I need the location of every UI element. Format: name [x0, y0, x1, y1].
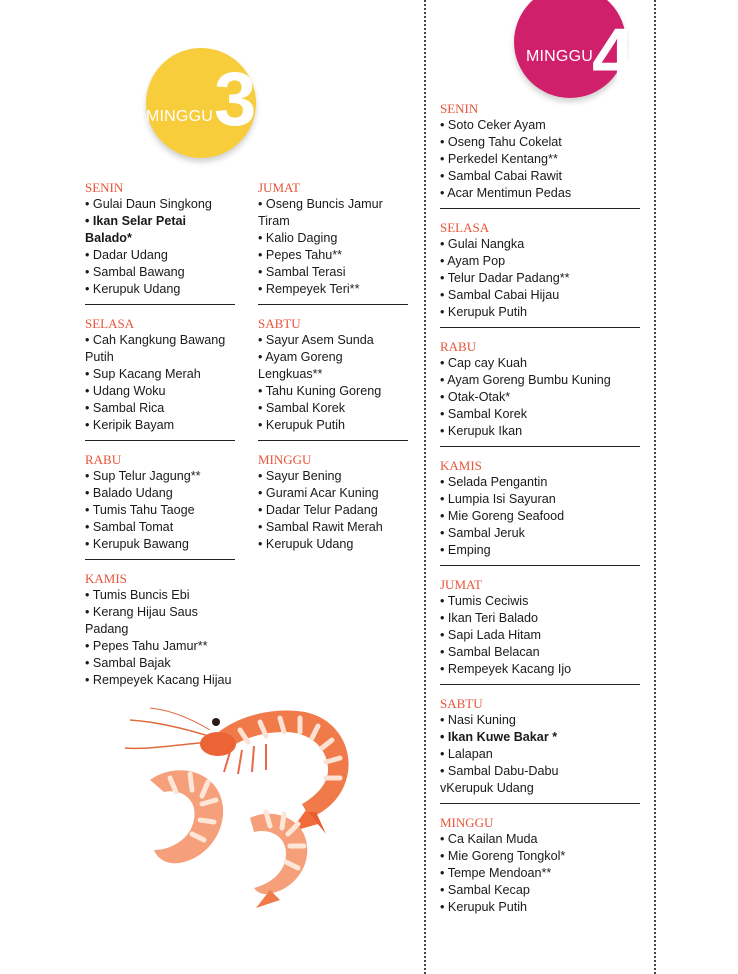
- menu-item: • Gurami Acar Kuning: [258, 486, 379, 500]
- menu-item: • Acar Mentimun Pedas: [440, 186, 572, 200]
- menu-item: • Sambal Tomat: [85, 520, 174, 534]
- menu-item: • Dadar Telur Padang: [258, 503, 378, 517]
- week3-number: 3: [214, 57, 257, 142]
- week4-label: MINGGU: [526, 48, 593, 65]
- menu-item: • Tempe Mendoan**: [440, 866, 552, 880]
- day-section-senin: [440, 98, 640, 202]
- week3-right-column: [258, 177, 408, 553]
- menu-item: • Kerupuk Udang: [258, 537, 354, 551]
- week3-left-column: [85, 177, 235, 689]
- day-heading: SENIN: [85, 180, 124, 195]
- menu-item: • Gulai Nangka: [440, 237, 525, 251]
- section-divider: [440, 208, 640, 209]
- section-divider: [440, 684, 640, 685]
- week4-number: 4: [592, 13, 635, 98]
- day-heading: SABTU: [440, 696, 483, 711]
- menu-item: • Kerupuk Putih: [440, 305, 528, 319]
- menu-item: • Sambal Belacan: [440, 645, 540, 659]
- day-heading: KAMIS: [85, 571, 127, 586]
- menu-item: • Perkedel Kentang**: [440, 152, 558, 166]
- menu-item: • Tumis Ceciwis: [440, 594, 529, 608]
- menu-item: • Rempeyek Teri**: [258, 282, 360, 296]
- section-divider: [440, 565, 640, 566]
- day-section-selasa: [85, 313, 235, 434]
- menu-item: • Nasi Kuning: [440, 713, 516, 727]
- menu-item: • Emping: [440, 543, 491, 557]
- menu-item: • Oseng Tahu Cokelat: [440, 135, 562, 149]
- section-divider: [440, 803, 640, 804]
- menu-item: • Tahu Kuning Goreng: [258, 384, 382, 398]
- week3-badge: [132, 46, 282, 176]
- menu-item: • Sambal Cabai Hijau: [440, 288, 560, 302]
- menu-item: • Sambal Rica: [85, 401, 165, 415]
- menu-item: • Ikan Kuwe Bakar *: [440, 730, 558, 744]
- menu-item: • Kerang Hijau Saus Padang: [85, 605, 198, 636]
- menu-item: • Selada Pengantin: [440, 475, 548, 489]
- menu-item: • Mie Goreng Seafood: [440, 509, 565, 523]
- day-section-minggu: [440, 812, 640, 916]
- menu-item: • Sup Telur Jagung**: [85, 469, 201, 483]
- day-section-sabtu: [258, 313, 408, 434]
- menu-item: • Tumis Buncis Ebi: [85, 588, 190, 602]
- menu-item: • Kerupuk Udang: [85, 282, 181, 296]
- column-divider-left: [424, 0, 426, 974]
- menu-item: • Kerupuk Putih: [440, 900, 528, 914]
- menu-item: • Ayam Goreng Lengkuas**: [258, 350, 343, 381]
- menu-item: • Rempeyek Kacang Hijau: [85, 673, 232, 687]
- day-section-jumat: [440, 574, 640, 678]
- section-divider: [85, 559, 235, 560]
- day-heading: RABU: [440, 339, 477, 354]
- day-section-minggu: [258, 449, 408, 553]
- menu-item: • Sambal Jeruk: [440, 526, 525, 540]
- menu-item: • Ayam Goreng Bumbu Kuning: [440, 373, 611, 387]
- section-divider: [440, 446, 640, 447]
- day-heading: RABU: [85, 452, 122, 467]
- menu-item: • Oseng Buncis Jamur Tiram: [258, 197, 383, 228]
- day-heading: MINGGU: [440, 815, 494, 830]
- menu-item: • Sayur Asem Sunda: [258, 333, 374, 347]
- menu-item: • Balado Udang: [85, 486, 173, 500]
- menu-item: • Ca Kailan Muda: [440, 832, 538, 846]
- menu-item: • Sambal Cabai Rawit: [440, 169, 563, 183]
- shrimp-illustration: [120, 700, 360, 920]
- day-heading: SELASA: [85, 316, 135, 331]
- menu-item: • Pepes Tahu Jamur**: [85, 639, 208, 653]
- menu-item: • Kerupuk Putih: [258, 418, 346, 432]
- menu-item: • Sambal Dabu-Dabu vKerupuk Udang: [440, 764, 559, 795]
- day-heading: JUMAT: [258, 180, 300, 195]
- day-heading: SABTU: [258, 316, 301, 331]
- menu-item: • Rempeyek Kacang Ijo: [440, 662, 572, 676]
- menu-item: • Pepes Tahu**: [258, 248, 343, 262]
- menu-item: • Dadar Udang: [85, 248, 168, 262]
- menu-item: • Sapi Lada Hitam: [440, 628, 542, 642]
- menu-item: • Soto Ceker Ayam: [440, 118, 546, 132]
- menu-item: • Keripik Bayam: [85, 418, 175, 432]
- section-divider: [85, 304, 235, 305]
- menu-item: • Otak-Otak*: [440, 390, 511, 404]
- week4-column: [440, 98, 640, 916]
- day-section-kamis: [440, 455, 640, 559]
- day-section-senin: [85, 177, 235, 298]
- menu-item: • Sup Kacang Merah: [85, 367, 201, 381]
- day-heading: SENIN: [440, 101, 479, 116]
- day-section-jumat: [258, 177, 408, 298]
- menu-item: • Sambal Terasi: [258, 265, 346, 279]
- section-divider: [258, 440, 408, 441]
- menu-item: • Kerupuk Ikan: [440, 424, 523, 438]
- day-heading: MINGGU: [258, 452, 312, 467]
- menu-item: • Lalapan: [440, 747, 493, 761]
- menu-item: • Udang Woku: [85, 384, 166, 398]
- menu-item: • Cah Kangkung Bawang Putih: [85, 333, 226, 364]
- menu-item: • Sambal Bajak: [85, 656, 171, 670]
- section-divider: [258, 304, 408, 305]
- menu-item: • Ayam Pop: [440, 254, 506, 268]
- menu-item: • Sambal Kecap: [440, 883, 530, 897]
- menu-item: • Sambal Bawang: [85, 265, 185, 279]
- menu-item: • Cap cay Kuah: [440, 356, 528, 370]
- menu-item: • Sambal Korek: [258, 401, 346, 415]
- menu-item: • Sayur Bening: [258, 469, 342, 483]
- menu-item: • Lumpia Isi Sayuran: [440, 492, 556, 506]
- menu-item: • Kerupuk Bawang: [85, 537, 189, 551]
- menu-item: • Sambal Korek: [440, 407, 528, 421]
- day-section-rabu: [440, 336, 640, 440]
- section-divider: [85, 440, 235, 441]
- day-section-selasa: [440, 217, 640, 321]
- day-heading: JUMAT: [440, 577, 482, 592]
- menu-item: • Telur Dadar Padang**: [440, 271, 570, 285]
- menu-item: • Ikan Teri Balado: [440, 611, 539, 625]
- menu-item: • Mie Goreng Tongkol*: [440, 849, 566, 863]
- menu-item: • Ikan Selar Petai Balado*: [85, 214, 187, 245]
- day-heading: SELASA: [440, 220, 490, 235]
- week3-label: MINGGU: [146, 108, 213, 125]
- day-section-kamis: [85, 568, 235, 689]
- day-heading: KAMIS: [440, 458, 482, 473]
- menu-item: • Gulai Daun Singkong: [85, 197, 212, 211]
- section-divider: [440, 327, 640, 328]
- menu-item: • Kalio Daging: [258, 231, 338, 245]
- column-divider-right: [654, 0, 656, 974]
- menu-item: • Tumis Tahu Taoge: [85, 503, 195, 517]
- day-section-sabtu: [440, 693, 640, 797]
- menu-item: • Sambal Rawit Merah: [258, 520, 383, 534]
- day-section-rabu: [85, 449, 235, 553]
